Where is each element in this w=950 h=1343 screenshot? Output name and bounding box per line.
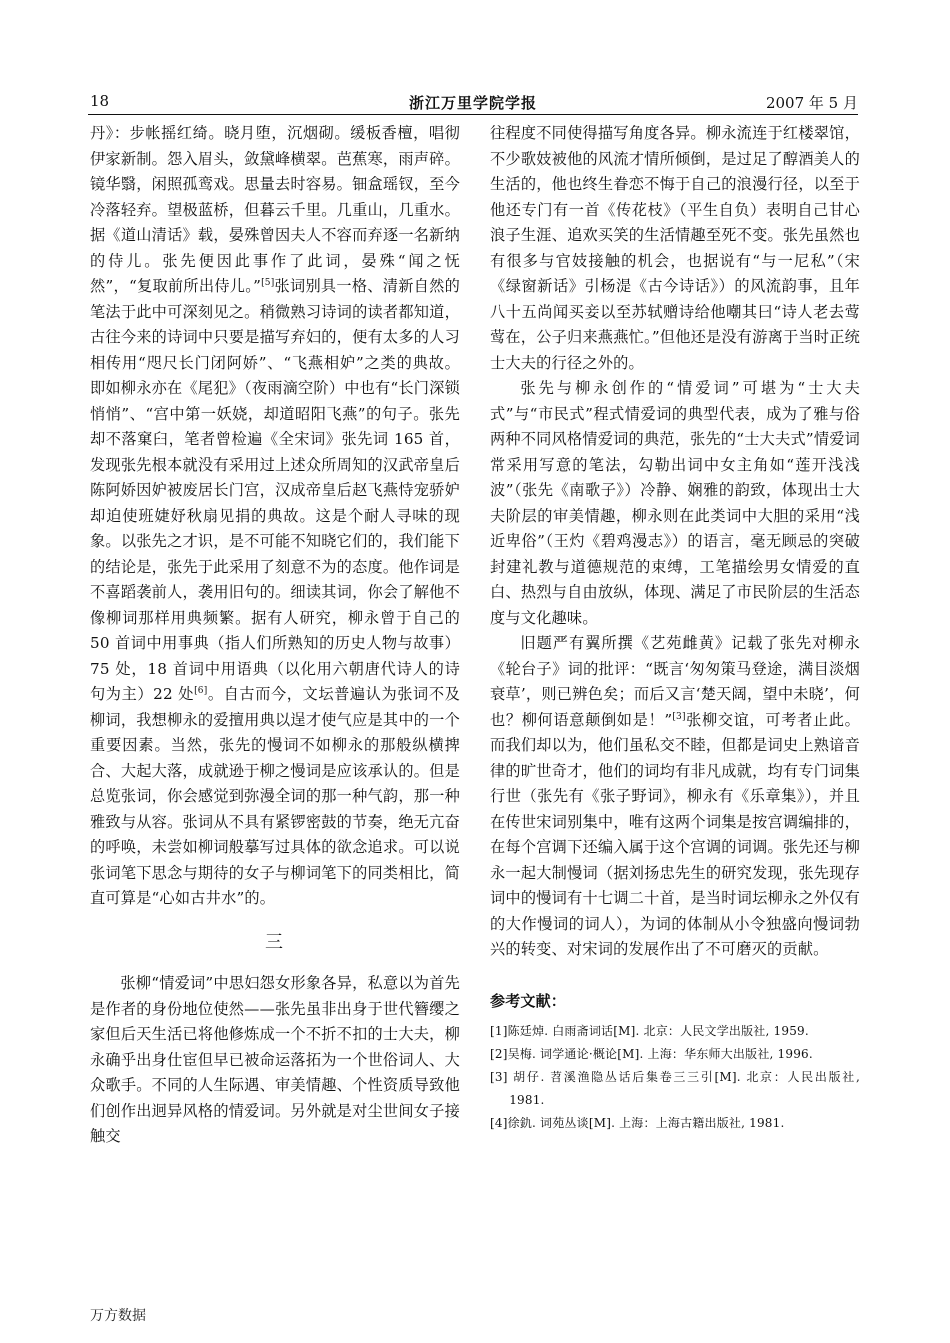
reference-item: [4]徐釚. 词苑丛谈[M]. 上海：上海古籍出版社, 1981. xyxy=(490,1116,785,1130)
body-paragraph: 往程度不同使得描写角度各异。柳永流连于红楼翠馆，不少歌妓被他的风流才情所倾倒，是过足了醇酒美人的生活的，他也终生眷恋不悔于自己的浪漫行径，以至于他还专门有一首《传花枝》（平生自负）表明自己甘心浪子生涯、追欢买笑的生活情趣至死不变。张先虽然也有很多与官妓接触的机会，也据说有“与一尼私”（宋《绿窗新话》引杨湜《古今诗话》）的风流韵事，且年八十五尚闻买妾以至苏轼赠诗给他嘲其曰“诗人老去莺莺在，公子归来燕燕忙。”但他还是没有游离于当时正统士大夫的行径之外的。 xyxy=(490,124,860,372)
references-heading: 参考文献： xyxy=(490,991,567,1010)
body-paragraph: 旧题严有翼所撰《艺苑雌黄》记载了张先对柳永《轮台子》词的批评：“既言‘匆匆策马登途，满目淡烟衰草’，则已辨色矣；而后又言‘楚天阔，望中未晓’，何也？柳何语意颠倒如是！”[3]张柳交谊，可考者止此。而我们却以为，他们虽私交不睦，但都是词史上熟谙音律的旷世奇才，他们的词均有非凡成就，均有专门词集行世（张先有《张子野词》，柳永有《乐章集》），并且在传世宋词别集中，唯有这两个词集是按宫调编排的，在每个宫调下还编入属于这个宫调的词调。张先还与柳永一起大制慢词（据刘扬忠先生的研究发现，张先现存词中的慢词有十七调二十首，是当时词坛柳永之外仅有的大作慢词的词人），为词的体制从小令独盛向慢词勃兴的转变、对宋词的发展作出了不可磨灭的贡献。 xyxy=(490,634,861,958)
journal-title: 浙江万里学院学报 xyxy=(408,94,537,112)
watermark: 万方数据 xyxy=(90,1308,146,1324)
body-paragraph: 张先与柳永创作的“情爱词”可堪为“士大夫式”与“市民式”程式情爱词的典型代表，成为了雅与俗两种不同风格情爱词的典范，张先的“士大夫式”情爱词常采用写意的笔法，勾勒出词中女主角如“莲开浅浅波”（张先《南歌子》）冷静、娴雅的韵致，体现出士大夫阶层的审美情趣，柳永则在此类词中大胆的采用“浅近卑俗”（王灼《碧鸡漫志》）的语言，毫无顾忌的突破封建礼教与道德规范的束缚，工笔描绘男女情爱的直白、热烈与自由放纵，体现、满足了市民阶层的生活态度与文化趣味。 xyxy=(490,379,860,627)
left-column xyxy=(90,121,460,1150)
reference-item: [3] 胡仔. 苕溪渔隐丛话后集卷三三引[M]. 北京：人民出版社, 1981. xyxy=(490,1070,860,1107)
citation-ref: [5] xyxy=(261,277,275,288)
right-column xyxy=(490,121,860,1135)
reference-item: [1]陈廷焯. 白雨斋词话[M]. 北京：人民文学出版社, 1959. xyxy=(490,1024,809,1038)
body-paragraph: 张柳“情爱词”中思妇怨女形象各异，私意以为首先是作者的身份地位使然——张先虽非出身于世代簪缨之家但后天生活已将他修炼成一个不折不扣的士大夫，柳永确乎出身仕宦但早已被命运落拓为一个世俗词人、大众歌手。不同的人生际遇、审美情趣、个性资质导致他们创作出迥异风格的情爱词。另外就是对尘世间女子接触交 xyxy=(90,974,460,1145)
issue-date: 2007 年 5 月 xyxy=(765,94,858,112)
body-paragraph: 丹》：步帐摇红绮。晓月堕，沉烟砌。缓板香檀，唱彻伊家新制。怨入眉头，敛黛峰横翠。芭蕉寒，雨声碎。镜华翳，闲照孤鸾戏。思量去时容易。钿盒瑶钗，至今冷落轻弃。望极蓝桥，但暮云千里。几重山，几重水。据《道山清话》载，晏殊曾因夫人不容而弃逐一名新纳的侍儿。张先便因此事作了此词，晏殊“闻之怃然”，“复取前所出侍儿。”[5]张词别具一格、清新自然的笔法于此中可深刻见之。稍微熟习诗词的读者都知道，古往今来的诗词中只要是描写弃妇的，便有太多的人习相传用“咫尺长门闭阿娇”、“飞燕相妒”之类的典故。即如柳永亦在《尾犯》（夜雨滴空阶）中也有“长门深锁悄悄”、“宫中第一妖娆，却道昭阳飞燕”的句子。张先却不落窠臼，笔者曾检遍《全宋词》张先词 165 首，发现张先根本就没有采用过上述众所周知的汉武帝皇后陈阿娇因妒被废居长门宫，汉成帝皇后赵飞燕恃宠骄妒却迫使班婕妤秋扇见捐的典故。这是个耐人寻味的现象。以张先之才识，是不可能不知晓它们的，我们能下的结论是，张先于此采用了刻意不为的态度。他作词是不喜蹈袭前人，袭用旧句的。细读其词，你会了解他不像柳词那样用典频繁。据有人研究，柳永曾于自己的 50 首词中用事典（指人们所熟知的历史人物与故事）75 处，18 首词中用语典（以化用六朝唐代诗人的诗句为主）22 处[6]。自古而今，文坛普遍认为张词不及柳词，我想柳永的爱擅用典以逞才使气应是其中的一个重要因素。当然，张先的慢词不如柳永的那般纵横捭合、大起大落，成就逊于柳之慢词是应该承认的。但是总览张词，你会感觉到弥漫全词的那一种气韵，那一种雅致与从容。张词从不具有紧锣密鼓的节奏，绝无亢奋的呼唤，未尝如柳词般摹写过具体的欲念追求。可以说张词笔下思念与期待的女子与柳词笔下的同类相比，简直可算是“心如古井水”的。 xyxy=(90,124,460,907)
citation-ref: [3] xyxy=(672,711,686,722)
section-heading: 三 xyxy=(265,931,285,953)
page-number: 18 xyxy=(90,92,110,110)
page-header xyxy=(88,84,858,115)
citation-ref: [6] xyxy=(194,685,208,696)
reference-item: [2]吴梅. 词学通论·概论[M]. 上海：华东师大出版社, 1996. xyxy=(490,1047,813,1061)
